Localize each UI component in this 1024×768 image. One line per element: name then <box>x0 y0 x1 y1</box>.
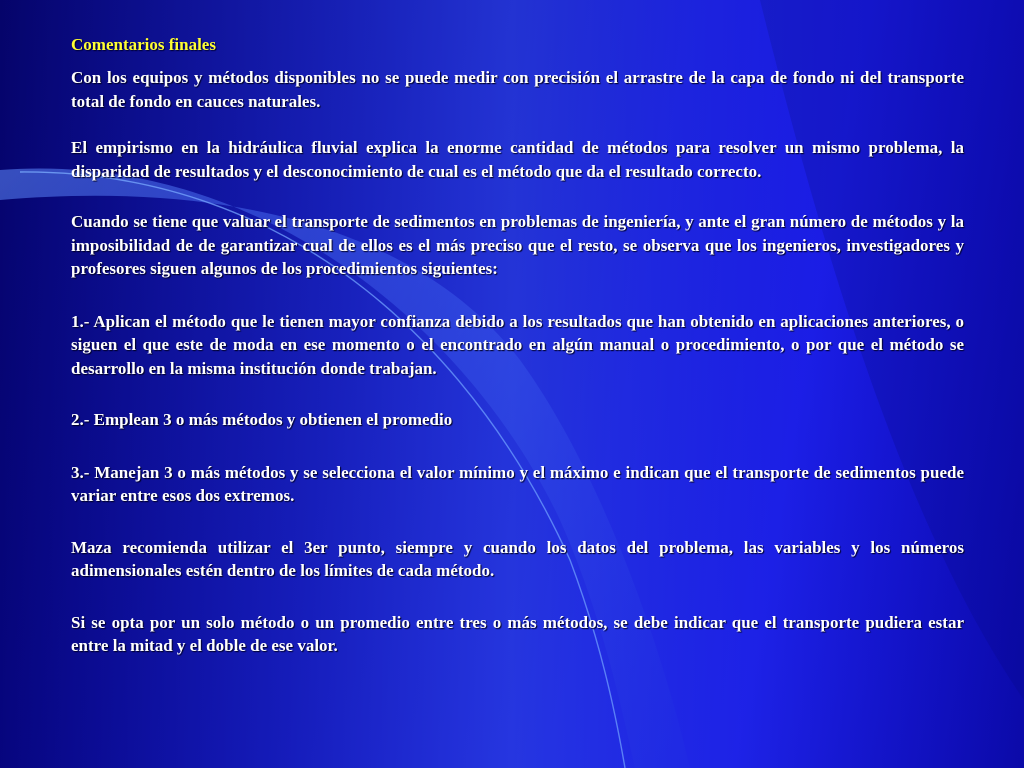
paragraph-measurement-limits: Con los equipos y métodos disponibles no se puede medir con precisión el arrastre de la capa de fondo ni del transporte total de fondo en cauces naturales. <box>71 68 964 111</box>
list-item-1: 1.- Aplican el método que le tienen mayor confianza debido a los resultados que han obtenido en aplicaciones anteriores, o siguen el que este de moda en ese momento o el encontrado en algún manual o procedimiento, o por que el método se desarrollo en la misma institución donde trabajan. <box>71 311 964 378</box>
slide-content <box>71 34 964 658</box>
list-item-3: 3.- Manejan 3 o más métodos y se selecciona el valor mínimo y el máximo e indican que el transporte de sedimentos puede variar entre esos dos extremos. <box>71 462 964 505</box>
paragraph-empiricism: El empirismo en la hidráulica fluvial explica la enorme cantidad de métodos para resolver un mismo problema, la disparidad de resultados y el desconocimiento de cual es el método que da el resultado correcto. <box>71 138 964 181</box>
paragraph-single-method-range: Si se opta por un solo método o un promedio entre tres o más métodos, se debe indicar que el transporte pudiera estar entre la mitad y el doble de ese valor. <box>71 612 964 655</box>
paragraph-engineering-procedures: Cuando se tiene que valuar el transporte de sedimentos en problemas de ingeniería, y ante el gran número de métodos y la imposibilidad de de garantizar cual de ellos es el más preciso que el resto, se observa que los ingenieros, investigadores y profesores siguen algunos de los procedimientos siguientes: <box>71 212 964 278</box>
list-item-2: 2.- Emplean 3 o más métodos y obtienen el promedio <box>71 410 453 429</box>
slide-title: Comentarios finales <box>71 35 216 54</box>
paragraph-maza-recommendation: Maza recomienda utilizar el 3er punto, siempre y cuando los datos del problema, las variables y los números adimensionales estén dentro de los límites de cada método. <box>71 537 964 580</box>
